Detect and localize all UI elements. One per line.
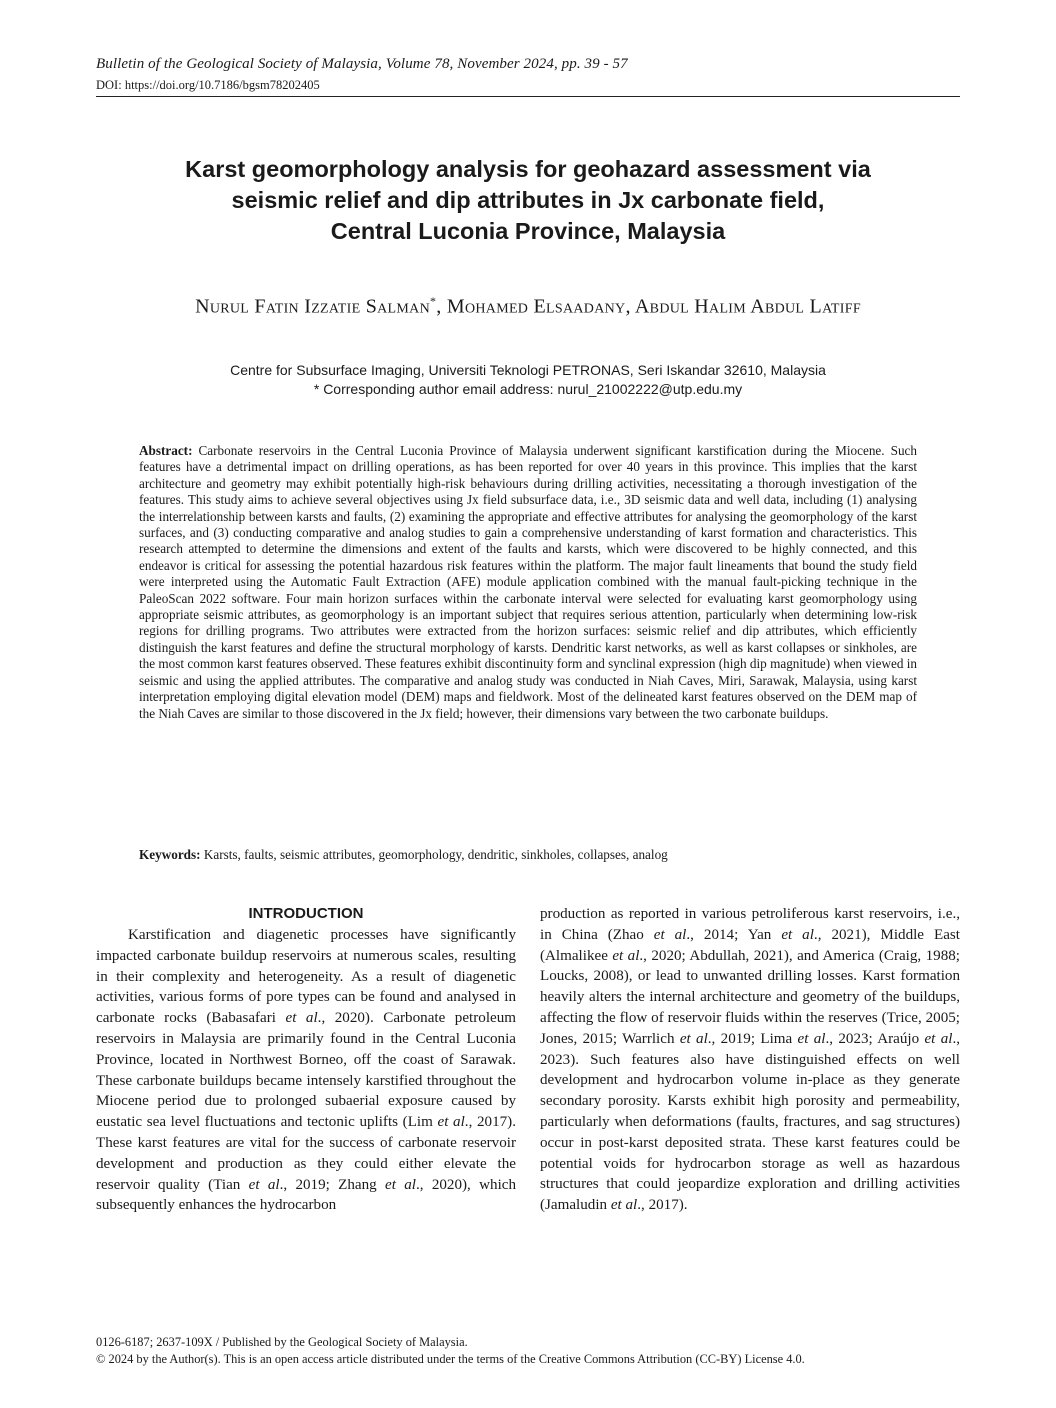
corresponding-mark: * <box>429 294 437 308</box>
intro-paragraph-right: production as reported in various petroliferous karst reservoirs, i.e., in China (Zhao et al., 2014; Yan et al., 2021), Middle East (Almalikee et al., 2020; Abdullah, 2021), and America (Craig, 1988; Loucks, 2008), or lead to unwanted drilling losses. Karst formation heavily alters the internal architecture and geometry of the buildups, affecting the flow of reservoir fluids within the reserves (Trice, 2005; Jones, 2015; Warrlich et al., 2019; Lima et al., 2023; Araújo et al., 2023). Such features also have distinguished effects on well development and hydrocarbon volume in-place as they generate secondary porosity. Karsts exhibit high porosity and permeability, particularly when deformations (faults, fractures, and sag structures) occur in post-karst deposited strata. These karst features could be potential voids for hydrocarbon storage as well as hazardous structures that could jeopardize exploration and drilling activities (Jamaludin et al., 2017). <box>540 906 960 1214</box>
column-right <box>540 904 960 1216</box>
issn-line: 0126-6187; 2637-109X / Published by the Geological Society of Malaysia. <box>96 1335 468 1349</box>
title-line: seismic relief and dip attributes in Jx carbonate field, <box>231 187 825 213</box>
affiliation: Centre for Subsurface Imaging, Universiti Teknologi PETRONAS, Seri Iskandar 32610, Malaysia <box>230 362 826 378</box>
header-rule <box>96 96 960 97</box>
author-rest: , Mohamed Elsaadany, Abdul Halim Abdul Latiff <box>436 295 861 318</box>
abstract <box>139 443 917 722</box>
title-line: Karst geomorphology analysis for geohazard assessment via <box>185 156 871 182</box>
author-first: Nurul Fatin Izzatie Salman <box>195 295 430 318</box>
paper-title <box>96 154 960 247</box>
keywords-text: Karsts, faults, seismic attributes, geomorphology, dendritic, sinkholes, collapses, analog <box>203 847 668 862</box>
abstract-label: Abstract: <box>139 443 193 458</box>
section-heading-introduction: INTRODUCTION <box>248 905 364 922</box>
corresponding-email[interactable]: * Corresponding author email address: nurul_21002222@utp.edu.my <box>313 381 743 397</box>
title-line: Central Luconia Province, Malaysia <box>330 218 726 244</box>
keywords-label: Keywords: <box>139 847 201 862</box>
page-footer <box>96 1334 805 1368</box>
keywords <box>139 847 917 863</box>
doi-line[interactable]: DOI: https://doi.org/10.7186/bgsm78202405 <box>96 78 320 92</box>
journal-citation: Bulletin of the Geological Society of Malaysia, Volume 78, November 2024, pp. 39 - 57 <box>96 56 628 72</box>
intro-paragraph-left: Karstification and diagenetic processes have significantly impacted carbonate buildup reservoirs at numerous scales, resulting in their complexity and heterogeneity. As a result of diagenetic activities, various forms of pore types can be found and analysed in carbonate rocks (Babasafari et al., 2020). Carbonate petroleum reservoirs in Malaysia are primarily found in the Central Luconia Province, located in Northwest Borneo, off the coast of Sarawak. These carbonate buildups became intensely karstified throughout the Miocene period due to prolonged subaerial exposure caused by eustatic sea level fluctuations and tectonic uplifts (Lim et al., 2017). These karst features are vital for the success of carbonate reservoir development and production as they could either elevate the reservoir quality (Tian et al., 2019; Zhang et al., 2020), which subsequently enhances the hydrocarbon <box>96 927 517 1214</box>
column-left <box>96 904 516 1216</box>
affiliation-block <box>96 361 960 399</box>
abstract-text: Carbonate reservoirs in the Central Luconia Province of Malaysia underwent significant karstification during the Miocene. Such features have a detrimental impact on drilling operations, as has been reported for over 40 years in this province. This implies that the karst architecture and geometry may exhibit potentially high-risk behaviours during drilling activities, necessitating a thorough investigation of the features. This study aims to achieve several objectives using Jx field subsurface data, i.e., 3D seismic data and well data, including (1) analysing the interrelationship between karsts and faults, (2) examining the appropriate and effective attributes for analysing the geomorphology of the karst surfaces, and (3) conducting comparative and analog studies to gain a comprehensive understanding of karst formation and characteristics. This research attempted to determine the dimensions and extent of the faults and karsts, which were discovered to be highly connected, and this endeavor is critical for assessing the potential hazardous risk features within the platform. The major fault lineaments that bound the study field were interpreted using the Automatic Fault Extraction (AFE) module application combined with the manual fault-picking technique in the PaleoScan 2022 software. Four main horizon surfaces within the carbonate interval were selected for evaluating karst geomorphology using appropriate seismic attributes, as geomorphology is an important subject that requires serious attention, particularly when determining low-risk regions for drilling programs. Two attributes were extracted from the horizon surfaces: seismic relief and dip attributes, which efficiently distinguish the karst features and define the structural morphology of karsts. Dendritic karst networks, as well as karst collapses or sinkholes, are the most common karst features observed. These features exhibit discontinuity form and synclinal expression (high dip magnitude) when viewed in seismic and using the applied attributes. The comparative and analog study was conducted in Niah Caves, Miri, Sarawak, Malaysia, using karst interpretation employing digital elevation model (DEM) maps and fieldwork. Most of the delineated karst features observed on the DEM map of the Niah Caves are similar to those discovered in the Jx field; however, their dimensions vary between the two carbonate buildups. <box>139 443 917 721</box>
author-list <box>96 294 960 319</box>
license-line: © 2024 by the Author(s). This is an open access article distributed under the terms of the Creative Commons Attribution (CC-BY) License 4.0. <box>96 1352 805 1366</box>
